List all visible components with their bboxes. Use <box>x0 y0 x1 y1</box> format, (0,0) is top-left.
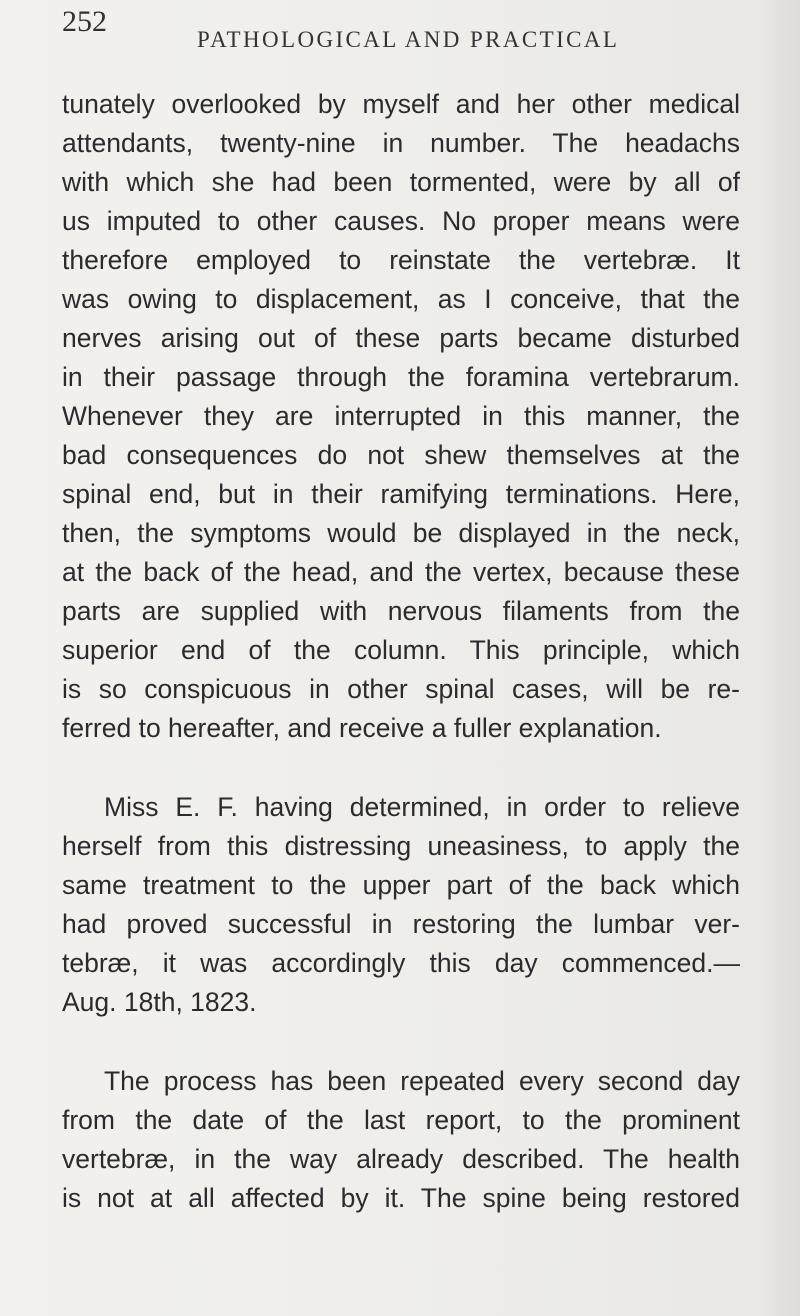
body-line: ferred to hereafter, and receive a fuller explanation. <box>62 713 662 743</box>
body-line: same treatment to the upper part of the back which <box>62 870 740 900</box>
body-line: was owing to displacement, as I conceive, that the <box>62 284 740 314</box>
body-line: is so conspicuous in other spinal cases, will be re- <box>62 674 740 704</box>
page-edge-shadow <box>760 0 800 1316</box>
body-line: attendants, twenty-nine in number. The headachs <box>62 128 740 158</box>
running-head: PATHOLOGICAL AND PRACTICAL <box>197 27 620 52</box>
body-line: in their passage through the foramina vertebrarum. <box>62 362 740 392</box>
body-line: vertebræ, in the way already described. The health <box>62 1144 740 1174</box>
body-line: bad consequences do not shew themselves at the <box>62 440 740 470</box>
body-line: is not at all affected by it. The spine being restored <box>62 1183 740 1213</box>
body-line: superior end of the column. This principle, which <box>62 635 740 665</box>
body-line: parts are supplied with nervous filaments from the <box>62 596 740 626</box>
body-line: then, the symptoms would be displayed in the neck, <box>62 518 740 548</box>
body-line: herself from this distressing uneasiness, to apply the <box>62 831 740 861</box>
body-line: tunately overlooked by myself and her other medical <box>62 89 740 119</box>
page-number: 252 <box>62 5 107 38</box>
body-line: us imputed to other causes. No proper means were <box>62 206 740 236</box>
body-line: had proved successful in restoring the lumbar ver- <box>62 909 740 939</box>
body-line: therefore employed to reinstate the vertebræ. It <box>62 245 740 275</box>
body-line: at the back of the head, and the vertex, because these <box>62 557 740 587</box>
body-line: with which she had been tormented, were by all of <box>62 167 740 197</box>
body-line: Whenever they are interrupted in this manner, the <box>62 401 740 431</box>
body-line: Aug. 18th, 1823. <box>62 987 257 1017</box>
body-line: Miss E. F. having determined, in order to relieve <box>104 792 740 822</box>
body-line: spinal end, but in their ramifying terminations. Here, <box>62 479 740 509</box>
body-line: nerves arising out of these parts became disturbed <box>62 323 740 353</box>
body-line: tebræ, it was accordingly this day commenced.— <box>62 948 740 978</box>
body-line: from the date of the last report, to the prominent <box>62 1105 740 1135</box>
body-line: The process has been repeated every second day <box>104 1066 740 1096</box>
